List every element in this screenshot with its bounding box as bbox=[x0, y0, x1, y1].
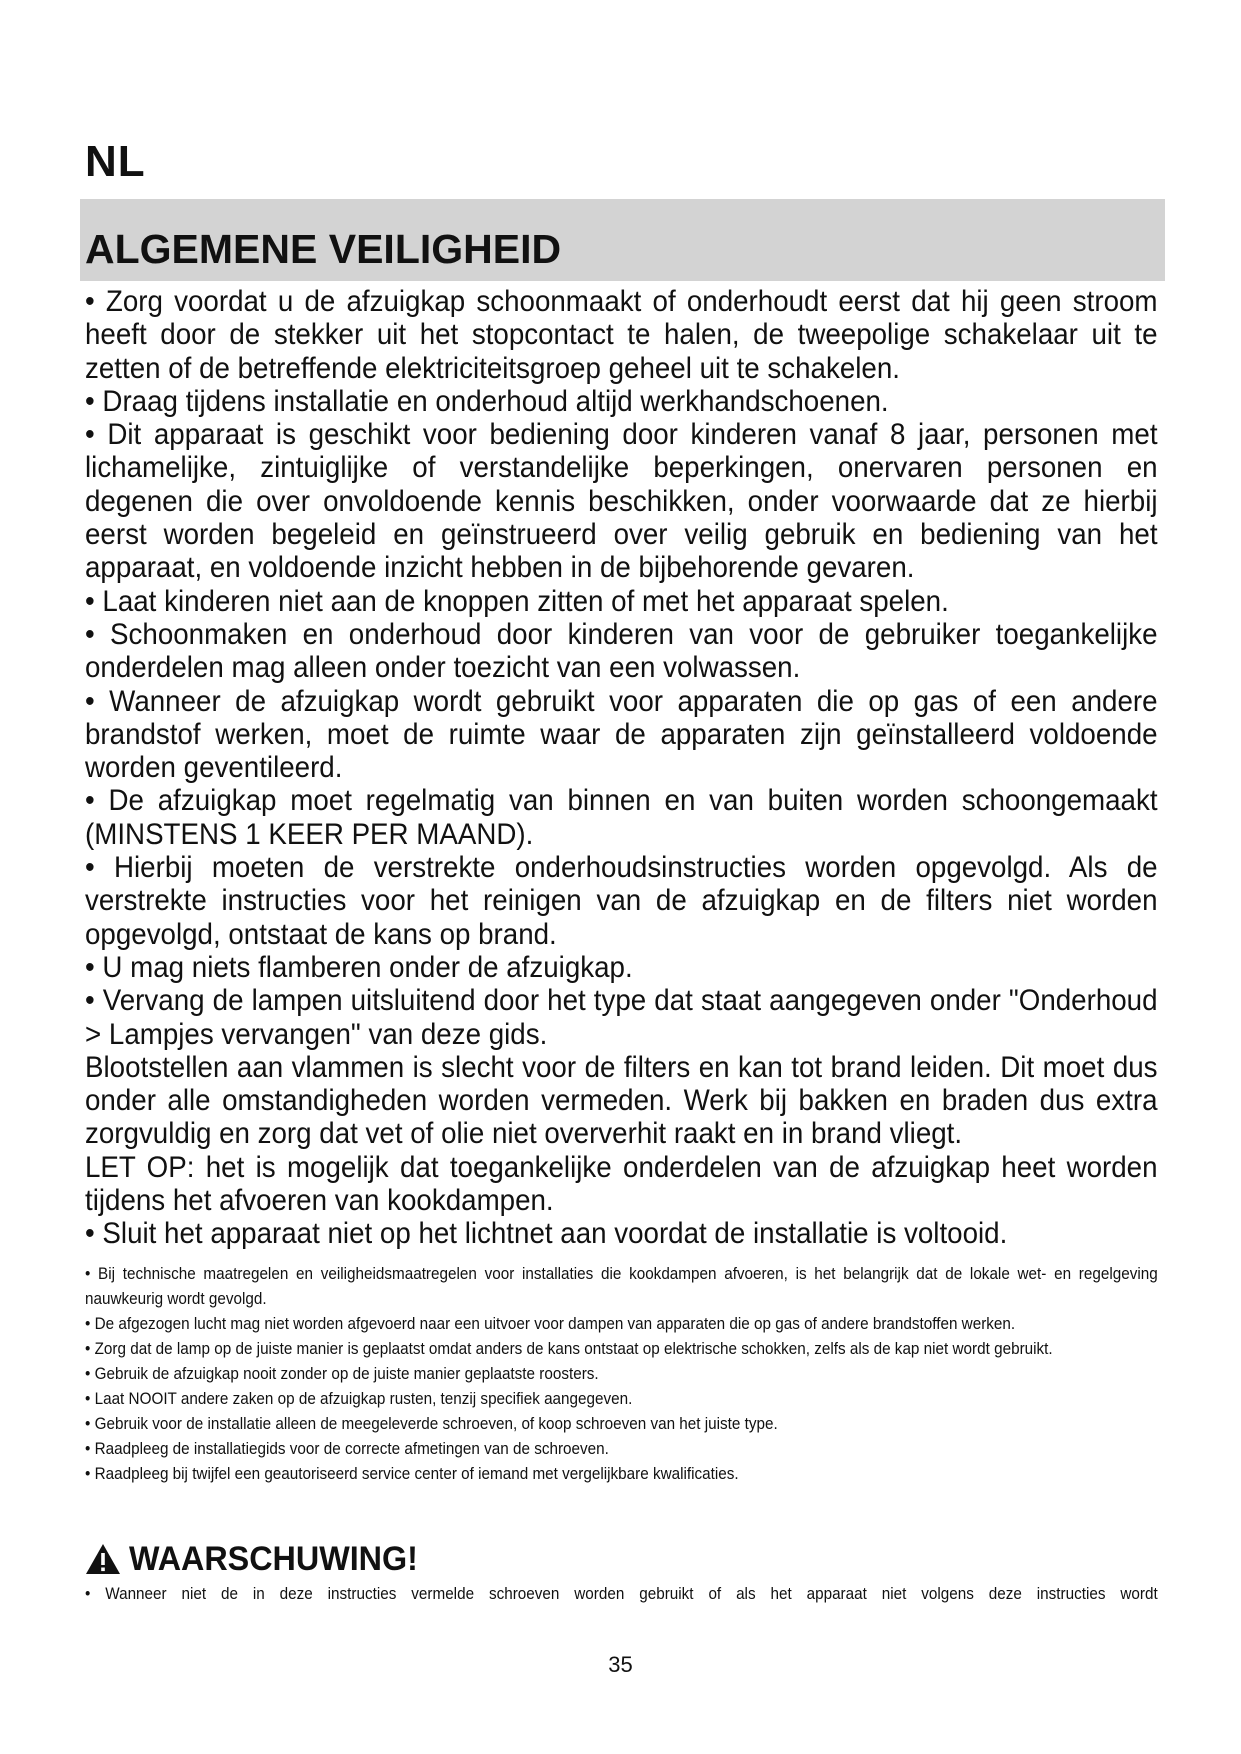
paragraph: • Zorg voordat u de afzuigkap schoonmaakt of onderhoudt eerst dat hij geen stroom heeft door de stekker uit het stopcontact te halen, de tweepolige schakelaar uit te zetten of de betreffende elektriciteitsgroep geheel uit te schakelen. bbox=[85, 285, 1158, 385]
warning-text: • Wanneer niet de in deze instructies vermelde schroeven worden gebruikt of als het apparaat niet volgens deze instructies wordt bbox=[85, 1584, 1158, 1603]
warning-title: WAARSCHUWING! bbox=[129, 1540, 418, 1578]
small-paragraph: • Raadpleeg bij twijfel een geautoriseerd service center of iemand met vergelijkbare kwalificaties. bbox=[85, 1464, 739, 1483]
warning-triangle-icon bbox=[85, 1543, 121, 1575]
paragraph: LET OP: het is mogelijk dat toegankelijke onderdelen van de afzuigkap heet worden tijdens het afvoeren van kookdampen. bbox=[85, 1150, 1158, 1218]
paragraph: Blootstellen aan vlammen is slecht voor de filters en kan tot brand leiden. Dit moet dus onder alle omstandigheden worden vermeden. Werk bij bakken en braden dus extra zorgvuldig en zorg dat vet of olie niet oververhit raakt en in brand vliegt. bbox=[85, 1050, 1158, 1151]
paragraph: • U mag niets flamberen onder de afzuigkap. bbox=[85, 950, 633, 984]
paragraph: • Vervang de lampen uitsluitend door het type dat staat aangegeven onder "Onderhoud > Lampjes vervangen" van deze gids. bbox=[85, 984, 1158, 1051]
section-title: ALGEMENE VEILIGHEID bbox=[85, 226, 562, 272]
small-paragraph: • De afgezogen lucht mag niet worden afgevoerd naar een uitvoer voor dampen van apparaten die op gas of andere brandstoffen werken. bbox=[85, 1314, 1016, 1333]
paragraph: • De afzuigkap moet regelmatig van binnen en van buiten worden schoongemaakt (MINSTENS 1 KEER PER MAAND). bbox=[85, 784, 1158, 851]
small-paragraph: • Bij technische maatregelen en veiligheidsmaatregelen voor installaties die kookdampen afvoeren, is het belangrijk dat de lokale wet- en regelgeving nauwkeurig wordt gevolgd. bbox=[85, 1264, 1158, 1308]
paragraph: • Schoonmaken en onderhoud door kinderen van voor de gebruiker toegankelijke onderdelen mag alleen onder toezicht van een volwassen. bbox=[85, 617, 1158, 685]
paragraph: • Draag tijdens installatie en onderhoud altijd werkhandschoenen. bbox=[85, 384, 889, 418]
small-paragraph: • Gebruik voor de installatie alleen de meegeleverde schroeven, of koop schroeven van het juiste type. bbox=[85, 1414, 778, 1433]
paragraph: • Hierbij moeten de verstrekte onderhoudsinstructies worden opgevolgd. Als de verstrekte instructies voor het reinigen van de afzuigkap en de filters niet worden opgevolgd, ontstaat de kans op brand. bbox=[85, 851, 1158, 951]
small-paragraph: • Gebruik de afzuigkap nooit zonder op de juiste manier geplaatste roosters. bbox=[85, 1364, 599, 1383]
paragraph: • Wanneer de afzuigkap wordt gebruikt voor apparaten die op gas of een andere brandstof werken, moet de ruimte waar de apparaten zijn geïnstalleerd voldoende worden geventileerd. bbox=[85, 684, 1158, 785]
page-number: 35 bbox=[608, 1652, 633, 1677]
paragraph: • Sluit het apparaat niet op het lichtnet aan voordat de installatie is voltooid. bbox=[85, 1217, 1008, 1251]
small-paragraph: • Zorg dat de lamp op de juiste manier is geplaatst omdat anders de kans ontstaat op elektrische schokken, zelfs als de kap niet wordt gebruikt. bbox=[85, 1339, 1053, 1358]
small-paragraph: • Raadpleeg de installatiegids voor de correcte afmetingen van de schroeven. bbox=[85, 1439, 609, 1458]
language-code: NL bbox=[85, 137, 146, 186]
paragraph: • Dit apparaat is geschikt voor bediening door kinderen vanaf 8 jaar, personen met lichamelijke, zintuiglijke of verstandelijke beperkingen, onervaren personen en degenen die over onvoldoende kennis beschikken, onder voorwaarde dat ze hierbij eerst worden begeleid en geïnstrueerd over veilig gebruik en bediening van het apparaat, en voldoende inzicht hebben in de bijbehorende gevaren. bbox=[85, 418, 1158, 585]
warning-heading bbox=[85, 1542, 433, 1576]
secondary-safety-text bbox=[85, 1261, 1158, 1486]
paragraph: • Laat kinderen niet aan de knoppen zitten of met het apparaat spelen. bbox=[85, 584, 949, 618]
small-paragraph: • Laat NOOIT andere zaken op de afzuigkap rusten, tenzij specifiek aangegeven. bbox=[85, 1389, 633, 1408]
main-safety-text bbox=[85, 285, 1158, 1251]
